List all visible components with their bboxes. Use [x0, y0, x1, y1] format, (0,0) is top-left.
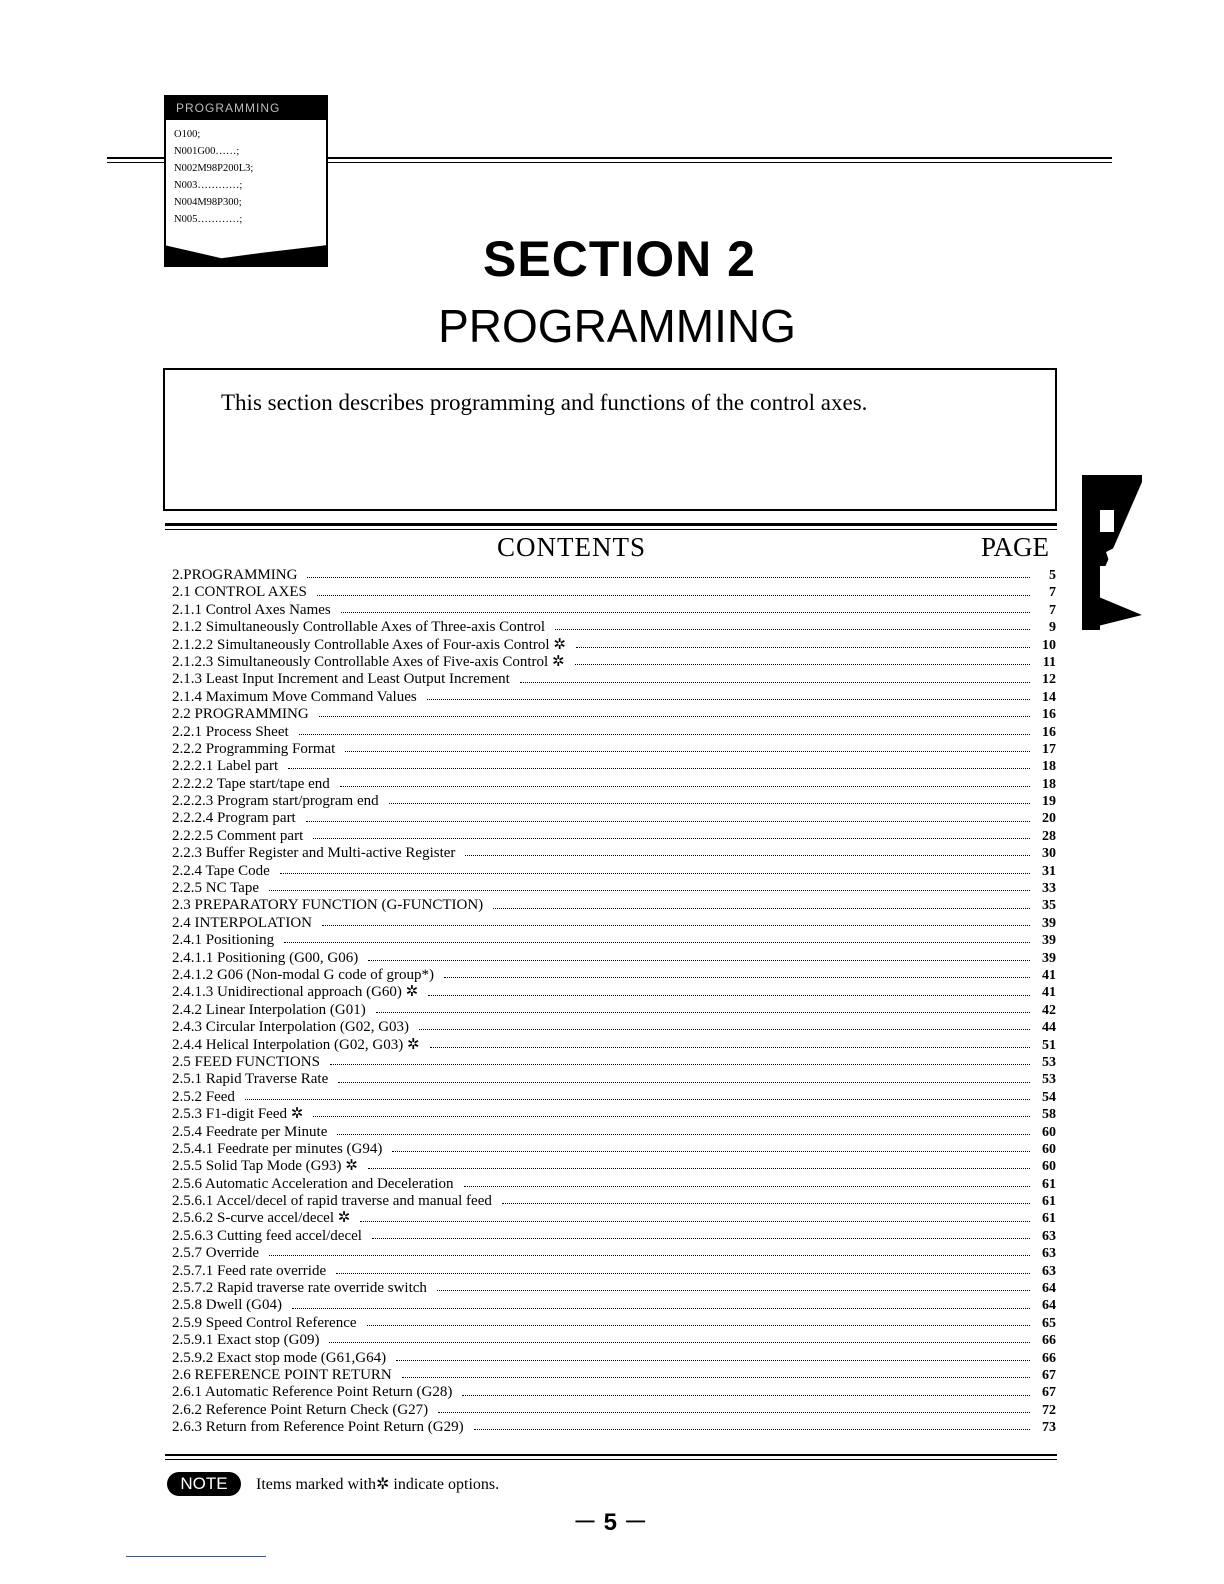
toc-leader-dots	[340, 786, 1030, 787]
toc-entry	[172, 1106, 1056, 1123]
toc-entry-title: 2.6.2 Reference Point Return Check (G27)	[172, 1401, 429, 1418]
toc-entry-title: 2.2.2.5 Comment part	[172, 827, 304, 844]
toc-entry-title: 2.5.8 Dwell (G04)	[172, 1297, 282, 1314]
toc-entry-title: 2.2.2 Programming Format	[172, 740, 336, 757]
toc-entry-title: 2.2.5 NC Tape	[172, 880, 259, 897]
toc-entry-title: 2.2 PROGRAMMING	[172, 706, 309, 723]
toc-entry-page: 64	[1042, 1281, 1056, 1297]
toc-leader-dots	[368, 960, 1030, 961]
toc-entry	[172, 863, 1056, 880]
toc-entry	[172, 984, 1056, 1001]
toc-leader-dots	[575, 664, 1030, 665]
toc-leader-dots	[322, 925, 1030, 926]
toc-leader-dots	[317, 595, 1030, 596]
toc-entry-page: 7	[1049, 585, 1056, 601]
toc-entry-title: 2.5.7.2 Rapid traverse rate override switch	[172, 1280, 427, 1297]
toc-entry-title: 2.1 CONTROL AXES	[172, 584, 307, 601]
toc-leader-dots	[368, 1168, 1030, 1169]
toc-entry-page: 39	[1042, 915, 1056, 931]
toc-entry-title: 2.4 INTERPOLATION	[172, 914, 312, 931]
toc-leader-dots	[269, 890, 1030, 891]
toc-entry	[172, 1280, 1056, 1297]
toc-entry-title: 2.5.6 Automatic Acceleration and Deceleration	[172, 1175, 454, 1192]
snippet-header: PROGRAMMING	[166, 97, 326, 120]
toc-entry	[172, 1367, 1056, 1384]
header-rule-right-bottom	[328, 162, 1112, 163]
toc-entry-title: 2.6.1 Automatic Reference Point Return (G28)	[172, 1384, 453, 1401]
toc-leader-dots	[345, 751, 1030, 752]
toc-leader-dots	[474, 1429, 1030, 1430]
toc-entry-page: 41	[1042, 967, 1056, 983]
toc-entry-title: 2.4.3 Circular Interpolation (G02, G03)	[172, 1019, 410, 1036]
toc-leader-dots	[306, 821, 1030, 822]
section-title: PROGRAMMING	[438, 300, 796, 352]
toc-entry	[172, 776, 1056, 793]
toc-entry-page: 60	[1042, 1124, 1056, 1140]
toc-entry	[172, 932, 1056, 949]
toc-entry-title: 2.4.2 Linear Interpolation (G01)	[172, 1001, 366, 1018]
chapter-tab-icon	[1082, 470, 1142, 630]
toc-entry	[172, 619, 1056, 636]
toc-entry	[172, 758, 1056, 775]
toc-entry-page: 16	[1042, 724, 1056, 740]
section-description: This section describes programming and functions of the control axes.	[221, 390, 868, 415]
toc-leader-dots	[338, 1082, 1030, 1083]
toc-entry-title: 2.5.9 Speed Control Reference	[172, 1314, 357, 1331]
toc-entry	[172, 1297, 1056, 1314]
toc-leader-dots	[292, 1308, 1030, 1309]
toc-leader-dots	[330, 1064, 1030, 1065]
toc-entry-page: 73	[1042, 1420, 1056, 1436]
toc-entry	[172, 915, 1056, 932]
toc-leader-dots	[444, 977, 1030, 978]
toc-leader-dots	[360, 1221, 1030, 1222]
toc-entry-page: 64	[1042, 1298, 1056, 1314]
toc-entry-page: 33	[1042, 881, 1056, 897]
toc-entry-page: 53	[1042, 1054, 1056, 1070]
toc-entry-title: 2.6.3 Return from Reference Point Return (G29)	[172, 1419, 464, 1436]
toc-entry	[172, 1384, 1056, 1401]
toc-leader-dots	[520, 682, 1030, 683]
toc-entry	[172, 584, 1056, 601]
toc-leader-dots	[392, 1151, 1030, 1152]
toc-entry	[172, 845, 1056, 862]
toc-entry-page: 61	[1042, 1211, 1056, 1227]
toc-entry	[172, 654, 1056, 671]
toc-entry-page: 41	[1042, 985, 1056, 1001]
toc-entry	[172, 1141, 1056, 1158]
toc-leader-dots	[337, 1134, 1030, 1135]
toc-entry	[172, 1071, 1056, 1088]
toc-leader-dots	[462, 1395, 1030, 1396]
toc-entry-title: 2.5.6.3 Cutting feed accel/decel	[172, 1227, 362, 1244]
chapter-tab-label: 2	[1082, 470, 1083, 471]
snippet-line: N003…………;	[174, 180, 243, 191]
note-text: Items marked with✲ indicate options.	[256, 1476, 500, 1493]
toc-leader-dots	[288, 768, 1030, 769]
toc-leader-dots	[502, 1203, 1030, 1204]
toc-entry-page: 60	[1042, 1159, 1056, 1175]
toc-entry-page: 60	[1042, 1141, 1056, 1157]
toc-entry-page: 58	[1042, 1107, 1056, 1123]
toc-entry	[172, 1002, 1056, 1019]
section-number: SECTION 2	[483, 231, 756, 287]
toc-entry-page: 53	[1042, 1072, 1056, 1088]
toc-entry-page: 51	[1042, 1037, 1056, 1053]
toc-entry	[172, 637, 1056, 654]
toc-entry-page: 16	[1042, 707, 1056, 723]
snippet-line: O100;	[174, 129, 201, 140]
toc-entry-page: 30	[1042, 846, 1056, 862]
toc-leader-dots	[313, 838, 1030, 839]
toc-entry	[172, 810, 1056, 827]
toc-leader-dots	[465, 855, 1030, 856]
toc-entry-title: 2.6 REFERENCE POINT RETURN	[172, 1366, 392, 1383]
toc-entry-page: 18	[1042, 776, 1056, 792]
page-heading: PAGE	[981, 532, 1050, 562]
toc-entry-title: 2.5.6.1 Accel/decel of rapid traverse and manual feed	[172, 1193, 492, 1210]
toc-entry-title: 2.2.2.3 Program start/program end	[172, 793, 379, 810]
toc-leader-dots	[376, 1012, 1030, 1013]
toc-leader-dots	[428, 995, 1030, 996]
toc-leader-dots	[419, 1029, 1030, 1030]
toc-leader-dots	[367, 1325, 1030, 1326]
toc-entry-title: 2.4.1.1 Positioning (G00, G06)	[172, 949, 359, 966]
toc-entry-title: 2.5.6.2 S-curve accel/decel ✲	[172, 1210, 351, 1227]
toc-entry-title: 2.1.2 Simultaneously Controllable Axes of Three-axis Control	[172, 619, 546, 636]
toc-entry	[172, 950, 1056, 967]
toc-leader-dots	[280, 873, 1030, 874]
toc-entry-title: 2.2.3 Buffer Register and Multi-active Register	[172, 845, 456, 862]
toc-entry-title: 2.PROGRAMMING	[172, 567, 298, 583]
toc-entry-page: 54	[1042, 1089, 1056, 1105]
toc-entry-page: 17	[1042, 741, 1056, 757]
toc-leader-dots	[555, 629, 1030, 630]
toc-entry-page: 28	[1042, 828, 1056, 844]
toc-entry-title: 2.5.9.2 Exact stop mode (G61,G64)	[172, 1349, 387, 1366]
toc-entry-page: 7	[1049, 602, 1056, 618]
toc-entry-page: 66	[1042, 1333, 1056, 1349]
toc-leader-dots	[437, 1290, 1030, 1291]
toc-entry-title: 2.5.9.1 Exact stop (G09)	[172, 1332, 320, 1349]
toc-entry-page: 14	[1042, 689, 1056, 705]
toc-entry	[172, 1193, 1056, 1210]
toc-entry-page: 35	[1042, 898, 1056, 914]
toc-entry-title: 2.3 PREPARATORY FUNCTION (G-FUNCTION)	[172, 897, 484, 914]
toc-entry-page: 31	[1042, 863, 1056, 879]
toc-leader-dots	[464, 1186, 1030, 1187]
toc-entry	[172, 1089, 1056, 1106]
toc-entry	[172, 1019, 1056, 1036]
header-rule-right-top	[328, 157, 1112, 159]
toc-entry	[172, 1158, 1056, 1175]
toc-entry-title: 2.5.5 Solid Tap Mode (G93) ✲	[172, 1158, 358, 1175]
toc-entry-title: 2.4.4 Helical Interpolation (G02, G03) ✲	[172, 1036, 420, 1053]
toc-entry-title: 2.2.4 Tape Code	[172, 862, 270, 879]
toc-entry	[172, 1228, 1056, 1245]
toc-entry-title: 2.5 FEED FUNCTIONS	[172, 1053, 320, 1070]
toc-entry-page: 12	[1042, 672, 1056, 688]
toc-entry	[172, 1210, 1056, 1227]
toc-leader-dots	[372, 1238, 1030, 1239]
toc-entry-page: 39	[1042, 933, 1056, 949]
toc-entry	[172, 1037, 1056, 1054]
toc-entry-page: 10	[1042, 637, 1056, 653]
note-badge: NOTE	[167, 1472, 241, 1496]
toc-entry	[172, 897, 1056, 914]
toc-entry-page: 65	[1042, 1315, 1056, 1331]
toc-entry	[172, 602, 1056, 619]
toc-leader-dots	[269, 1255, 1030, 1256]
toc-entry-title: 2.1.3 Least Input Increment and Least Output Increment	[172, 671, 510, 688]
toc-entry-title: 2.4.1.3 Unidirectional approach (G60) ✲	[172, 984, 419, 1001]
toc-leader-dots	[430, 1047, 1030, 1048]
toc-entry-page: 5	[1049, 568, 1056, 583]
toc-leader-dots	[427, 699, 1030, 700]
toc-entry-title: 2.1.1 Control Axes Names	[172, 601, 331, 618]
toc-entry-page: 63	[1042, 1263, 1056, 1279]
toc-leader-dots	[396, 1360, 1030, 1361]
toc-entry-page: 39	[1042, 950, 1056, 966]
toc-leader-dots	[438, 1412, 1030, 1413]
toc-entry	[172, 741, 1056, 758]
toc-entry-title: 2.1.4 Maximum Move Command Values	[172, 688, 417, 705]
toc-entry	[172, 1402, 1056, 1419]
toc-entry	[172, 724, 1056, 741]
toc-entry-page: 63	[1042, 1228, 1056, 1244]
toc-entry-page: 61	[1042, 1176, 1056, 1192]
toc-entry	[172, 828, 1056, 845]
toc-entry-title: 2.4.1.2 G06 (Non-modal G code of group*)	[172, 966, 435, 983]
toc-entry	[172, 880, 1056, 897]
toc-entry-page: 66	[1042, 1350, 1056, 1366]
toc-entry	[172, 671, 1056, 688]
contents-rule-bottom	[165, 1454, 1057, 1456]
toc-entry-page: 67	[1042, 1367, 1056, 1383]
toc-entry-title: 2.2.2.2 Tape start/tape end	[172, 775, 330, 792]
toc-entry-title: 2.5.7.1 Feed rate override	[172, 1262, 327, 1279]
header-rule-left-top	[107, 157, 164, 159]
snippet-line: N002M98P200L3;	[174, 163, 254, 174]
toc-entry-page: 11	[1042, 654, 1056, 670]
toc-entry	[172, 1054, 1056, 1071]
footer-line	[126, 1556, 266, 1557]
toc-entry-title: 2.2.2.4 Program part	[172, 810, 296, 827]
toc-leader-dots	[402, 1377, 1030, 1378]
toc-entry-title: 2.5.7 Override	[172, 1245, 260, 1262]
toc-entry-title: 2.5.3 F1-digit Feed ✲	[172, 1106, 304, 1123]
snippet-line: N001G00……;	[174, 146, 240, 157]
toc-entry	[172, 689, 1056, 706]
toc-entry	[172, 567, 1056, 584]
toc-leader-dots	[576, 647, 1030, 648]
toc-entry-title: 2.1.2.2 Simultaneously Controllable Axes of Four-axis Control ✲	[172, 636, 566, 653]
toc-entry	[172, 1315, 1056, 1332]
toc-entry	[172, 1332, 1056, 1349]
toc-leader-dots	[299, 734, 1030, 735]
toc-entry-title: 2.2.1 Process Sheet	[172, 723, 289, 740]
snippet-line: N005…………;	[174, 214, 243, 225]
table-of-contents	[172, 567, 1056, 1437]
toc-entry-title: 2.5.4 Feedrate per Minute	[172, 1123, 328, 1140]
toc-entry-page: 67	[1042, 1385, 1056, 1401]
toc-entry	[172, 1263, 1056, 1280]
toc-leader-dots	[336, 1273, 1030, 1274]
toc-entry-page: 20	[1042, 811, 1056, 827]
toc-leader-dots	[307, 577, 1030, 578]
toc-entry-page: 42	[1042, 1002, 1056, 1018]
toc-entry-title: 2.5.2 Feed	[172, 1088, 235, 1105]
toc-leader-dots	[341, 612, 1030, 613]
toc-leader-dots	[493, 908, 1030, 909]
toc-entry-page: 63	[1042, 1246, 1056, 1262]
page-number: － 5 －	[573, 1509, 648, 1536]
toc-entry-title: 2.5.1 Rapid Traverse Rate	[172, 1071, 329, 1088]
toc-leader-dots	[313, 1116, 1030, 1117]
description-box	[163, 368, 1057, 511]
toc-entry-title: 2.2.2.1 Label part	[172, 758, 279, 775]
toc-leader-dots	[319, 716, 1030, 717]
toc-entry-title: 2.5.4.1 Feedrate per minutes (G94)	[172, 1140, 383, 1157]
contents-rule-top	[165, 523, 1057, 526]
snippet-line: N004M98P300;	[174, 197, 242, 208]
toc-entry-page: 18	[1042, 759, 1056, 775]
snippet-lines	[166, 120, 326, 228]
toc-entry-title: 2.4.1 Positioning	[172, 932, 275, 949]
toc-entry-page: 9	[1049, 620, 1056, 636]
toc-entry	[172, 1350, 1056, 1367]
contents-rule-bottom-thin	[165, 1459, 1057, 1460]
toc-entry-page: 44	[1042, 1020, 1056, 1036]
toc-leader-dots	[389, 803, 1030, 804]
toc-entry	[172, 706, 1056, 723]
toc-entry	[172, 1176, 1056, 1193]
toc-leader-dots	[284, 942, 1030, 943]
contents-rule-second	[165, 529, 1057, 530]
header-rule-left-bottom	[107, 162, 164, 163]
toc-entry-page: 72	[1042, 1402, 1056, 1418]
toc-entry	[172, 793, 1056, 810]
toc-entry	[172, 1245, 1056, 1262]
toc-leader-dots	[245, 1099, 1030, 1100]
toc-entry-page: 19	[1042, 794, 1056, 810]
contents-heading: CONTENTS	[497, 532, 646, 562]
toc-leader-dots	[329, 1342, 1030, 1343]
toc-entry	[172, 1124, 1056, 1141]
toc-entry-page: 61	[1042, 1194, 1056, 1210]
toc-entry-title: 2.1.2.3 Simultaneously Controllable Axes of Five-axis Control ✲	[172, 653, 565, 670]
toc-entry	[172, 1419, 1056, 1436]
toc-entry	[172, 967, 1056, 984]
